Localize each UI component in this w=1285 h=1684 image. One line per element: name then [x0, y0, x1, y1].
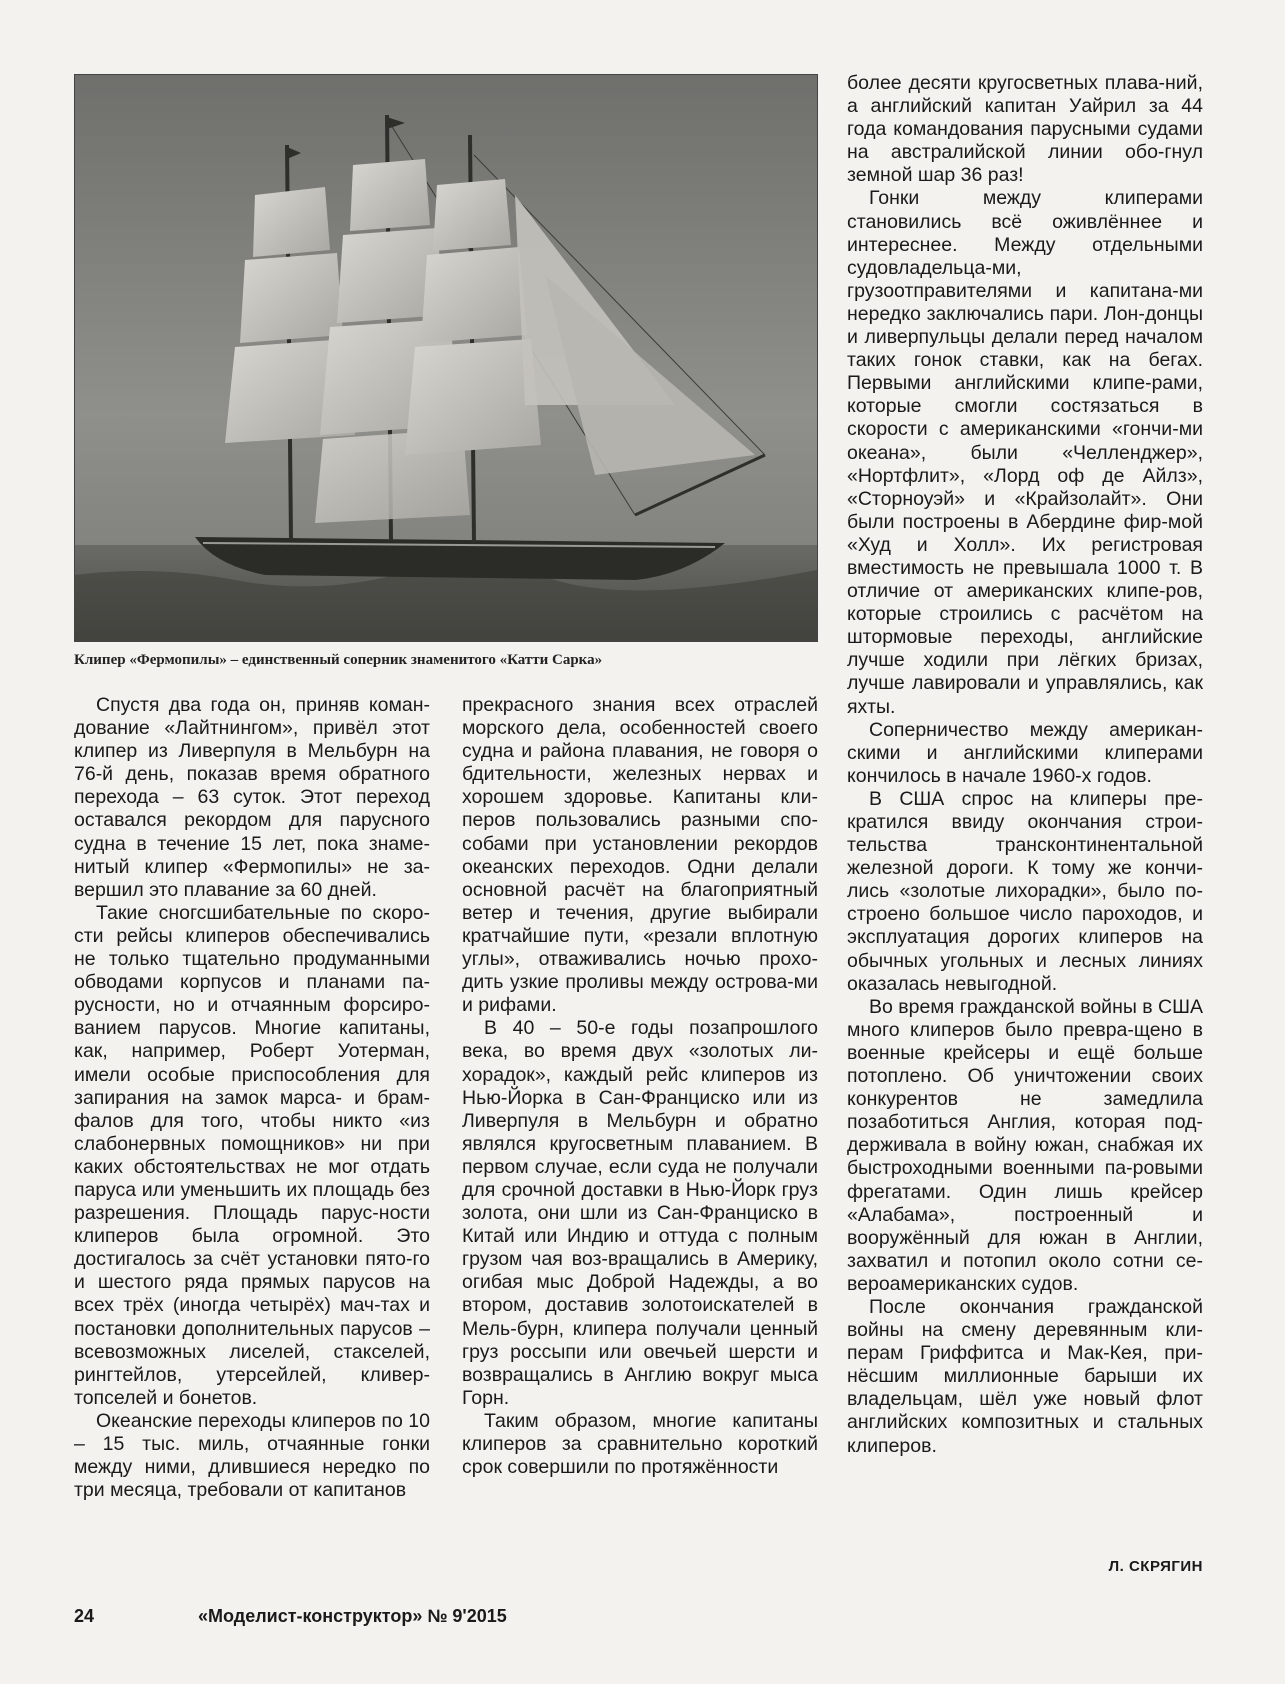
paragraph: более десяти кругосветных плава-ний, а английский капитан Уайрил за 44 года командования парусными судами на австралийской линии обо-гнул земной шар 36 раз!	[847, 72, 1203, 187]
paragraph: После окончания гражданской войны на смену деревянным кли-перам Гриффитса и Мак-Кея, при-нёсшим миллионные барыши их владельцам, шёл уже новый флот английских композитных и стальных клиперов.	[847, 1295, 1203, 1457]
text-column-2	[462, 694, 818, 1479]
text-column-1	[74, 694, 430, 1502]
paragraph: Такие сногсшибательные по скоро-сти рейсы клиперов обеспечивались не только тщательно продуманными обводами корпусов и планами па-русности, но и отчаянным форсиро-ванием парусов. Многие капитаны, как, например, Роберт Уотерман, имели особые приспособления для запирания на замок марса- и брам-фалов для того, чтобы никто «из слабонервных помощников» ни при каких обстоятельствах не мог отдать паруса или уменьшить их площадь без разрешения. Площадь парус-ности клиперов была огромной. Это достигалось за счёт установки пято-го и шестого ряда прямых парусов на всех трёх (иногда четырёх) мач-тах и постановки дополнительных парусов – всевозможных лиселей, стакселей, рингтейлов, утерсейлей, кливер-топселей и бонетов.	[74, 901, 430, 1409]
paragraph: Гонки между клиперами становились всё оживлённее и интереснее. Между отдельными судовладельца-ми, грузоотправителями и капитана-ми нередко заключались пари. Лон-донцы и ливерпульцы делали перед началом таких гонок ставки, как на бегах. Первыми английскими клипе-рами, которые смогли состязаться в скорости с американскими «гончи-ми океана», были «Челленджер», «Нортфлит», «Лорд оф де Айлз», «Сторноуэй» и «Крайзолайт». Они были построены в Абердине фир-мой «Худ и Холл». Их регистровая вместимость не превышала 1000 т. В отличие от американских клипе-ров, которые строились с расчётом на штормовые переходы, английские лучше ходили при лёгких бризах, лучше лавировали и управлялись, как яхты.	[847, 187, 1203, 718]
paragraph: Во время гражданской войны в США много клиперов было превра-щено в военные крейсеры и ещё больше потоплено. Об уничтожении своих конкурентов не замедлила позаботиться Англия, которая под-держивала в войну южан, снабжая их быстроходными военными па-ровыми фрегатами. Один лишь крейсер «Алабама», построенный и вооружённый для южан в Англии, захватил и потопил около сотни се-вероамериканских судов.	[847, 995, 1204, 1295]
paragraph: В 40 – 50-е годы позапрошлого века, во время двух «золотых ли-хорадок», каждый рейс клиперов из Нью-Йорка в Сан-Франциско или из Ливерпуля в Мельбурн и обратно являлся кругосветным плаванием. В первом случае, если суда не получали для срочной доставки в Нью-Йорк груз золота, они шли из Сан-Франциско в Китай или Индию и оттуда с полным грузом чая воз-вращались в Америку, огибая мыс Доброй Надежды, а во втором, доставив золотоискателей в Мель-бурн, клипера получали ценный груз россыпи или овечьей шерсти и возвращались в Англию вокруг мыса Горн.	[462, 1017, 818, 1409]
journal-title: «Моделист-конструктор» № 9'2015	[198, 1606, 507, 1626]
ship-painting	[75, 75, 817, 641]
figure-caption: Клипер «Фермопилы» – единственный соперник знаменитого «Катти Сарка»	[74, 652, 603, 668]
text-column-3	[847, 72, 1203, 1458]
clipper-ship-illustration	[74, 74, 818, 642]
paragraph: Таким образом, многие капитаны клиперов за сравнительно короткий срок совершили по протяжённости	[462, 1409, 818, 1479]
paragraph: Соперничество между американ-скими и английскими клиперами кончилось в начале 1960-х годов.	[847, 718, 1203, 787]
paragraph: В США спрос на клиперы пре-кратился ввиду окончания строи-тельства трансконтинентальной железной дороги. К тому же кончи-лись «золотые лихорадки», было по-строено большое число пароходов, и эксплуатация дорогих клиперов на обычных угольных и лесных линиях оказалась невыгодной.	[847, 787, 1203, 995]
paragraph: прекрасного знания всех отраслей морского дела, особенностей своего судна и района плавания, не говоря о бдительности, железных нервах и хорошем здоровье. Капитаны кли-перов пользовались разными спо-собами при установлении рекордов океанских переходов. Одни делали основной расчёт на благоприятный ветер и течения, другие выбирали кратчайшие пути, «резали вплотную углы», отваживались ночью прохо-дить узкие проливы между острова-ми и рифами.	[462, 694, 818, 1017]
author-signature: Л. СКРЯГИН	[1108, 1558, 1203, 1575]
paragraph: Спустя два года он, приняв коман-дование «Лайтнингом», привёл этот клипер из Ливерпуля в Мельбурн на 76-й день, показав время обратного перехода – 63 суток. Этот переход оставался рекордом для парусного судна в течение 15 лет, пока знаме-нитый клипер «Фермопилы» не за-вершил это плавание за 60 дней.	[74, 694, 430, 901]
paragraph: Океанские переходы клиперов по 10 – 15 тыс. миль, отчаянные гонки между ними, длившиеся нередко по три месяца, требовали от капитанов	[74, 1409, 430, 1502]
page-number: 24	[74, 1606, 95, 1626]
